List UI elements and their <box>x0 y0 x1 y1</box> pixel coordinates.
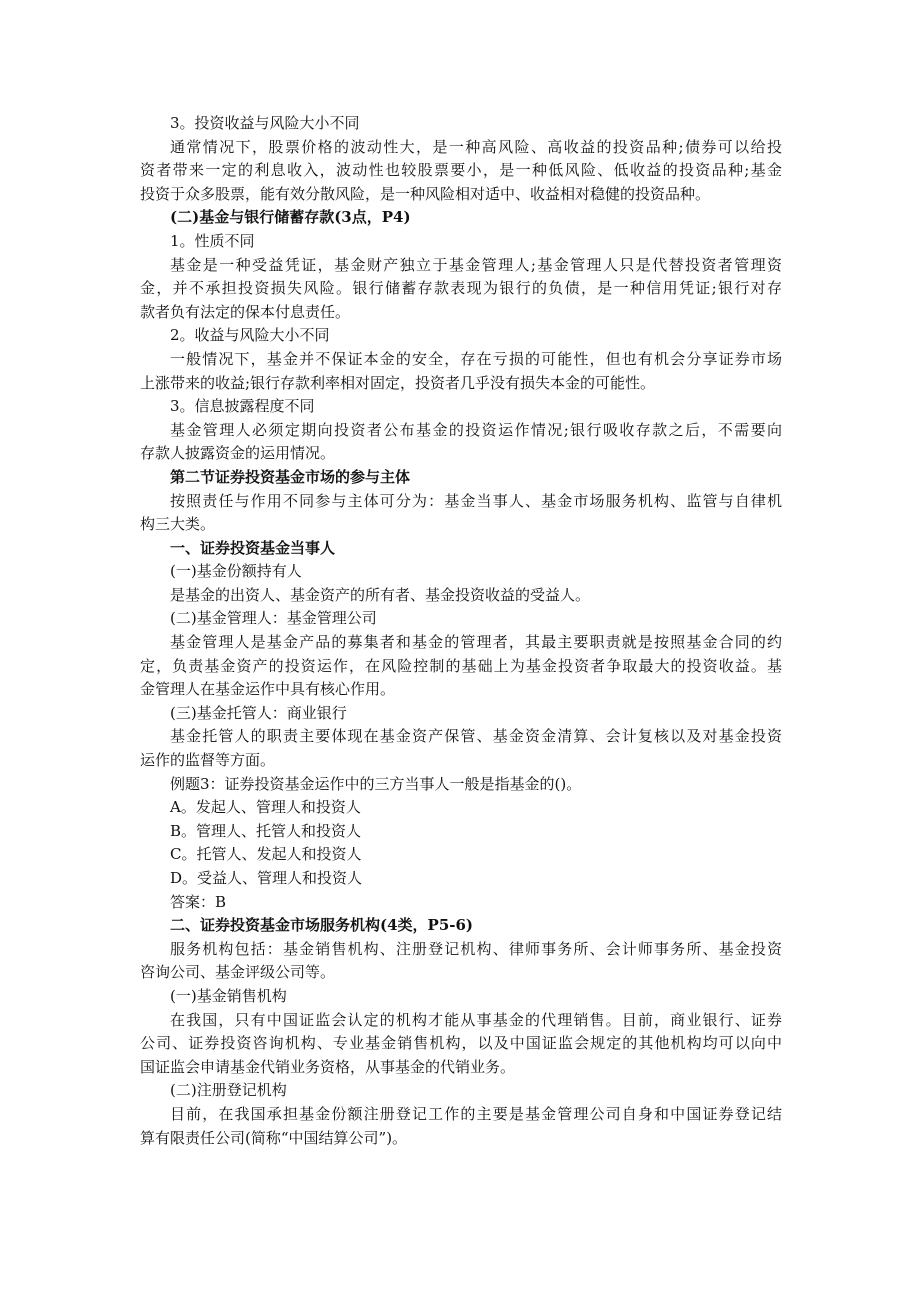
text-line: 目前，在我国承担基金份额注册登记工作的主要是基金管理公司自身和中国证券登记结 <box>170 1104 782 1123</box>
text-line: 基金管理人是基金产品的募集者和基金的管理者，其最主要职责就是按照基金合同的约 <box>170 633 782 652</box>
text-line: 3。投资收益与风险大小不同 <box>170 114 360 132</box>
text-line: 金管理人在基金运作中具有核心作用。 <box>140 680 396 699</box>
text-line: 存款人披露资金的运用情况。 <box>140 444 336 463</box>
text-line: 通常情况下，股票价格的波动性大，是一种高风险、高收益的投资品种;债券可以给投 <box>170 137 782 156</box>
text-line: 1。性质不同 <box>170 231 255 250</box>
text-line: 上涨带来的收益;银行存款利率相对固定，投资者几乎没有损失本金的可能性。 <box>140 373 656 392</box>
text-line: B。管理人、托管人和投资人 <box>170 821 362 840</box>
text-line: (二)基金管理人：基金管理公司 <box>170 609 377 628</box>
text-line: 运作的监督等方面。 <box>140 751 276 770</box>
text-line: 一般情况下，基金并不保证本金的安全，存在亏损的可能性，但也有机会分享证券市场 <box>170 349 782 368</box>
text-line: 3。信息披露程度不同 <box>170 397 315 416</box>
text-line: 2。收益与风险大小不同 <box>170 326 330 345</box>
text-line: (一)基金份额持有人 <box>170 562 302 581</box>
text-line: 按照责任与作用不同参与主体可分为：基金当事人、基金市场服务机构、监管与自律机 <box>170 491 782 510</box>
text-line: 服务机构包括：基金销售机构、注册登记机构、律师事务所、会计师事务所、基金投资 <box>170 939 782 958</box>
text-line: 基金是一种受益凭证，基金财产独立于基金管理人;基金管理人只是代替投资者管理资 <box>170 255 782 274</box>
section-heading: 一、证券投资基金当事人 <box>170 538 336 557</box>
section-heading: (二)基金与银行储蓄存款(3点，P4) <box>170 208 411 227</box>
text-line: 公司、证券投资咨询机构、专业基金销售机构，以及中国证监会规定的其他机构均可以向中 <box>140 1034 782 1053</box>
text-line: 是基金的出资人、基金资产的所有者、基金投资收益的受益人。 <box>170 585 591 604</box>
text-line: (三)基金托管人：商业银行 <box>170 703 347 722</box>
text-line: D。受益人、管理人和投资人 <box>170 869 363 887</box>
text-line: (二)注册登记机构 <box>170 1081 287 1100</box>
text-line: 算有限责任公司(简称“中国结算公司”)。 <box>140 1128 408 1147</box>
text-line: 构三大类。 <box>140 515 216 534</box>
text-line: 咨询公司、基金评级公司等。 <box>140 963 336 982</box>
section-heading: 二、证券投资基金市场服务机构(4类，P5-6) <box>170 916 474 935</box>
text-line: 定，负责基金资产的投资运作，在风险控制的基础上为基金投资者争取最大的投资收益。基 <box>140 656 782 675</box>
text-line: 基金托管人的职责主要体现在基金资产保管、基金资金清算、会计复核以及对基金投资 <box>170 727 782 746</box>
text-line: 投资于众多股票，能有效分散风险，是一种风险相对适中、收益相对稳健的投资品种。 <box>140 184 711 203</box>
text-line: 在我国，只有中国证监会认定的机构才能从事基金的代理销售。目前，商业银行、证券 <box>170 1010 782 1029</box>
text-line: 例题3：证券投资基金运作中的三方当事人一般是指基金的()。 <box>170 774 582 793</box>
text-line: (一)基金销售机构 <box>170 986 287 1005</box>
text-line: 答案：B <box>170 892 227 911</box>
text-line: 资者带来一定的利息收入，波动性也较股票要小，是一种低风险、低收益的投资品种;基金 <box>140 161 782 180</box>
text-line: 基金管理人必须定期向投资者公布基金的投资运作情况;银行吸收存款之后，不需要向 <box>170 420 782 439</box>
text-line: C。托管人、发起人和投资人 <box>170 845 362 864</box>
text-line: 国证监会申请基金代销业务资格，从事基金的代销业务。 <box>140 1057 516 1076</box>
text-line: 款者负有法定的保本付息责任。 <box>140 302 351 321</box>
document-page <box>140 112 782 1150</box>
text-line: A。发起人、管理人和投资人 <box>170 798 361 817</box>
section-heading: 第二节证券投资基金市场的参与主体 <box>170 467 411 486</box>
text-line: 金，并不承担投资损失风险。银行储蓄存款表现为银行的负债，是一种信用凭证;银行对存 <box>140 279 782 298</box>
